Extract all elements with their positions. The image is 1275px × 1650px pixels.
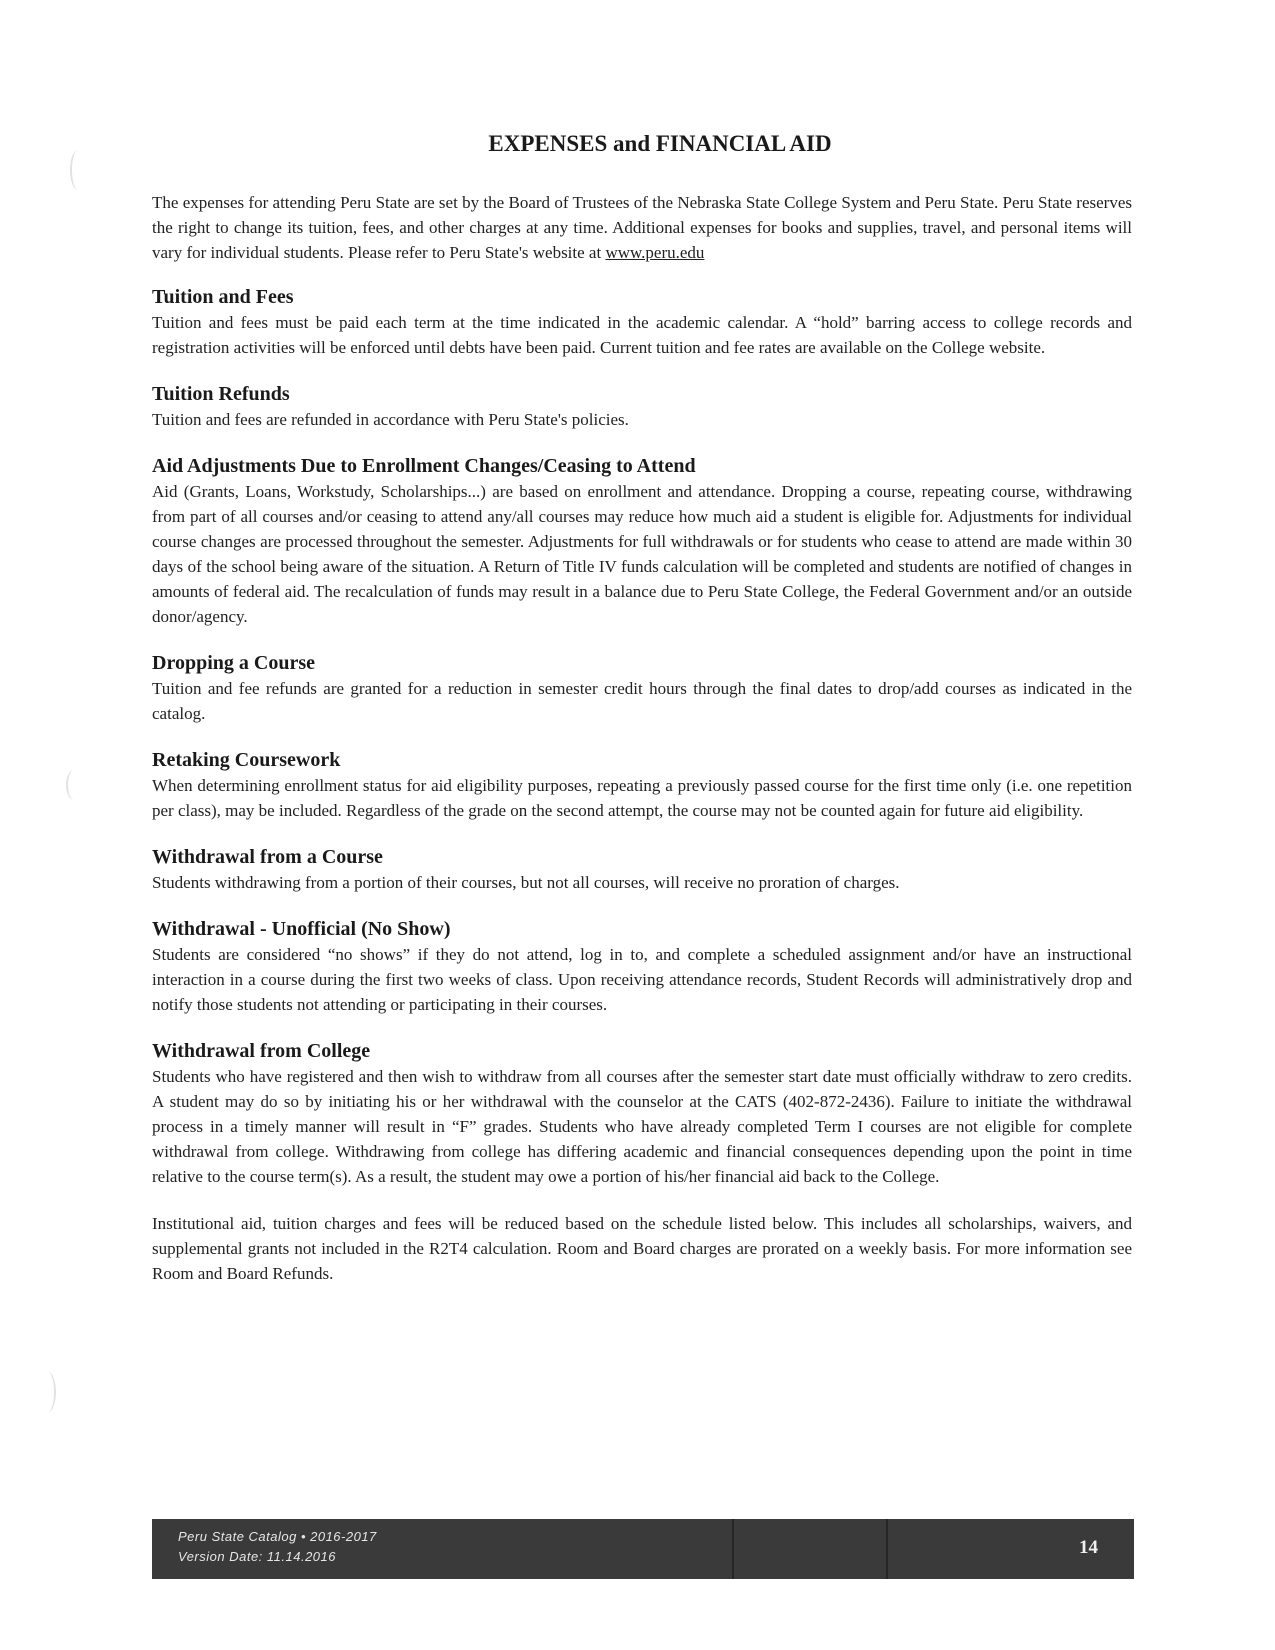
section-heading: Dropping a Course	[152, 652, 315, 674]
section-aid-adjustments	[152, 454, 1132, 629]
document-body	[152, 190, 1132, 1286]
footer-divider	[886, 1519, 888, 1579]
section-body: When determining enrollment status for aid eligibility purposes, repeating a previously passed course for the first time only (i.e. one repetition per class), may be included. Regardless of the grade on the second attempt, the course may not be counted again for future aid eligibility.	[152, 776, 1132, 820]
closing-paragraph: Institutional aid, tuition charges and fees will be reduced based on the schedule listed below. This includes all scholarships, waivers, and supplemental grants not included in the R2T4 calculation. Room and Board charges are prorated on a weekly basis. For more information see Room and Board Refunds.	[152, 1214, 1132, 1283]
section-heading: Withdrawal from a Course	[152, 846, 383, 868]
page-footer	[152, 1519, 1134, 1579]
section-heading: Withdrawal from College	[152, 1040, 371, 1062]
website-link[interactable]: www.peru.edu	[605, 243, 705, 262]
section-body: Aid (Grants, Loans, Workstudy, Scholarships...) are based on enrollment and attendance. Dropping a course, repeating course, withdrawing from part of all courses and/or ceasing to attend any/all courses may reduce how much aid a student is eligible for. Adjustments for individual course changes are processed throughout the semester. Adjustments for full withdrawals or for students who cease to attend are made within 30 days of the school being aware of the situation. A Return of Title IV funds calculation will be completed and students are notified of changes in amounts of federal aid. The recalculation of funds may result in a balance due to Peru State College, the Federal Government and/or an outside donor/agency.	[152, 482, 1132, 626]
footer-version: Version Date: 11.14.2016	[178, 1549, 336, 1564]
section-withdrawal-from-college	[152, 1039, 1132, 1189]
section-retaking-coursework	[152, 748, 1132, 823]
intro-paragraph	[152, 190, 1132, 265]
footer-info	[178, 1527, 377, 1567]
section-body: Students are considered “no shows” if they do not attend, log in to, and complete a scheduled assignment and/or have an instructional interaction in a course during the first two weeks of class. Upon receiving attendance records, Student Records will administratively drop and notify those students not attending or participating in their courses.	[152, 945, 1132, 1014]
section-heading: Withdrawal - Unofficial (No Show)	[152, 918, 451, 940]
section-heading: Aid Adjustments Due to Enrollment Changes/Ceasing to Attend	[152, 455, 696, 477]
section-body: Students who have registered and then wish to withdraw from all courses after the semester start date must officially withdraw to zero credits. A student may do so by initiating his or her withdrawal with the counselor at the CATS (402-872-2436). Failure to initiate the withdrawal process in a timely manner will result in “F” grades. Students who have already completed Term I courses are not eligible for complete withdrawal from college. Withdrawing from college has differing academic and financial consequences depending upon the point in time relative to the course term(s). As a result, the student may owe a portion of his/her financial aid back to the College.	[152, 1067, 1132, 1186]
footer-divider	[732, 1519, 734, 1579]
section-heading: Tuition Refunds	[152, 383, 290, 405]
section-tuition-and-fees	[152, 285, 1132, 360]
section-dropping-a-course	[152, 651, 1132, 726]
section-body: Students withdrawing from a portion of their courses, but not all courses, will receive no proration of charges.	[152, 873, 900, 892]
footer-catalog: Peru State Catalog • 2016-2017	[178, 1529, 377, 1544]
section-body: Tuition and fees are refunded in accordance with Peru State's policies.	[152, 410, 629, 429]
page-number: 14	[1079, 1537, 1098, 1558]
section-tuition-refunds	[152, 382, 1132, 432]
intro-text: The expenses for attending Peru State are set by the Board of Trustees of the Nebraska State College System and Peru State. Peru State reserves the right to change its tuition, fees, and other charges at any time. Additional expenses for books and supplies, travel, and personal items will vary for individual students. Please refer to Peru State's website at	[152, 193, 1132, 262]
section-body: Tuition and fee refunds are granted for a reduction in semester credit hours through the final dates to drop/add courses as indicated in the catalog.	[152, 679, 1132, 723]
section-withdrawal-from-course	[152, 845, 1132, 895]
binder-hole-mark	[66, 770, 82, 800]
section-heading: Tuition and Fees	[152, 286, 294, 308]
page-title: EXPENSES and FINANCIAL AID	[488, 131, 832, 157]
section-withdrawal-unofficial	[152, 917, 1132, 1017]
binder-hole-mark	[40, 1372, 56, 1412]
section-heading: Retaking Coursework	[152, 749, 341, 771]
section-body: Tuition and fees must be paid each term at the time indicated in the academic calendar. A “hold” barring access to college records and registration activities will be enforced until debts have been paid. Current tuition and fee rates are available on the College website.	[152, 313, 1132, 357]
